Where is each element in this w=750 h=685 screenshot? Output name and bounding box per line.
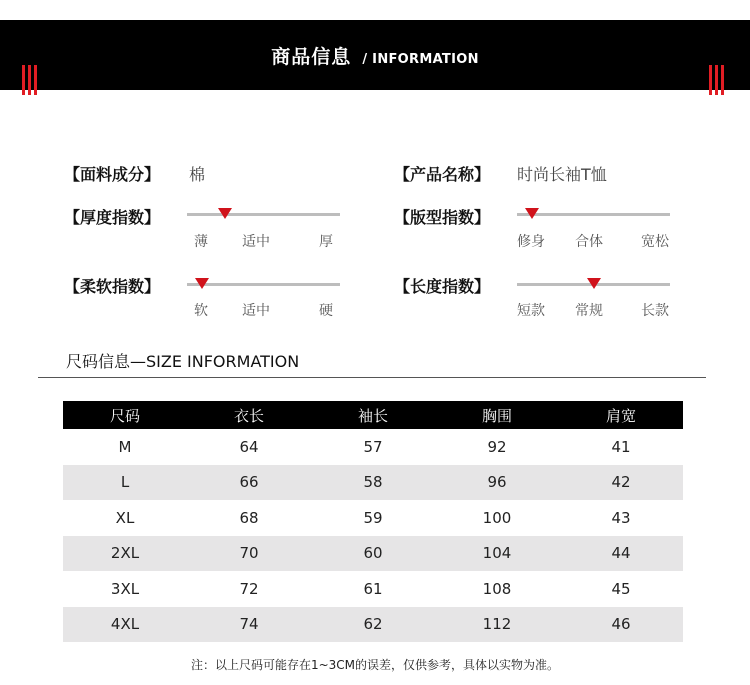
cell-size: 3XL — [110, 579, 140, 598]
table-row — [63, 571, 683, 607]
cell-shoulder: 45 — [611, 579, 631, 598]
fit-tick-loose: 宽松 — [641, 234, 669, 250]
cell-length: 74 — [187, 607, 311, 643]
table-row — [63, 465, 683, 501]
cell-size: 4XL — [63, 607, 187, 643]
size-table-header — [63, 401, 683, 429]
fit-index-marker — [525, 208, 539, 219]
header-title — [0, 42, 750, 69]
thickness-index-label: 【厚度指数】 — [64, 208, 161, 227]
softness-index-label: 【柔软指数】 — [64, 277, 161, 296]
cell-shoulder: 44 — [559, 536, 683, 572]
cell-shoulder: 41 — [611, 437, 631, 456]
header-length: 衣长 — [187, 401, 311, 429]
thickness-index-scale — [187, 213, 340, 216]
cell-sleeve: 60 — [311, 536, 435, 572]
cell-sleeve: 57 — [363, 437, 383, 456]
header-chest: 胸围 — [435, 401, 559, 429]
cell-size: 2XL — [63, 536, 187, 572]
cell-sleeve: 62 — [311, 607, 435, 643]
cell-length: 68 — [239, 508, 259, 527]
header-size: 尺码 — [63, 401, 187, 429]
cell-size: L — [63, 465, 187, 501]
size-info-divider — [38, 377, 706, 378]
fit-tick-regular: 合体 — [575, 234, 603, 250]
material-value: 棉 — [189, 165, 206, 184]
softness-tick-medium: 适中 — [242, 303, 270, 319]
header-title-cn: 商品信息 — [271, 46, 352, 68]
length-index-marker — [587, 278, 601, 289]
softness-index-scale — [187, 283, 340, 286]
header-title-en: / INFORMATION — [362, 52, 479, 67]
cell-size: M — [118, 437, 132, 456]
left-stripes-icon — [22, 65, 38, 95]
thickness-index-marker — [218, 208, 232, 219]
cell-length: 66 — [187, 465, 311, 501]
table-row — [63, 500, 683, 536]
header-bar — [0, 20, 750, 90]
length-index-label: 【长度指数】 — [394, 277, 491, 296]
cell-sleeve: 61 — [363, 579, 383, 598]
cell-chest: 108 — [482, 579, 512, 598]
cell-length: 70 — [187, 536, 311, 572]
cell-chest: 92 — [487, 437, 507, 456]
fit-index-scale — [517, 213, 670, 216]
right-stripes-icon — [709, 65, 725, 95]
cell-chest: 104 — [435, 536, 559, 572]
table-row — [63, 429, 683, 465]
size-disclaimer-note: 注：以上尺码可能存在1~3CM的误差，仅供参考，具体以实物为准。 — [190, 658, 560, 672]
cell-shoulder: 42 — [559, 465, 683, 501]
size-table — [63, 401, 683, 642]
thickness-tick-medium: 适中 — [242, 234, 270, 250]
cell-shoulder: 46 — [559, 607, 683, 643]
cell-sleeve: 59 — [363, 508, 383, 527]
softness-index-marker — [195, 278, 209, 289]
length-tick-long: 长款 — [641, 303, 669, 319]
cell-length: 72 — [239, 579, 259, 598]
product-name-value: 时尚长袖T恤 — [517, 165, 607, 184]
header-shoulder: 肩宽 — [559, 401, 683, 429]
product-name-label: 【产品名称】 — [394, 165, 491, 184]
thickness-tick-thick: 厚 — [319, 234, 333, 250]
cell-size: XL — [115, 508, 135, 527]
table-row — [63, 607, 683, 643]
length-index-scale — [517, 283, 670, 286]
header-sleeve: 袖长 — [311, 401, 435, 429]
material-label: 【面料成分】 — [64, 165, 161, 184]
fit-tick-slim: 修身 — [517, 234, 545, 250]
length-tick-short: 短款 — [517, 303, 545, 319]
cell-chest: 100 — [482, 508, 512, 527]
cell-chest: 96 — [435, 465, 559, 501]
cell-length: 64 — [239, 437, 259, 456]
fit-index-label: 【版型指数】 — [394, 208, 491, 227]
softness-tick-hard: 硬 — [319, 303, 333, 319]
table-row — [63, 536, 683, 572]
softness-tick-soft: 软 — [194, 303, 208, 319]
cell-sleeve: 58 — [311, 465, 435, 501]
cell-chest: 112 — [435, 607, 559, 643]
thickness-tick-thin: 薄 — [194, 234, 208, 250]
cell-shoulder: 43 — [611, 508, 631, 527]
length-tick-regular: 常规 — [575, 303, 603, 319]
size-info-title: 尺码信息—SIZE INFORMATION — [66, 352, 300, 371]
